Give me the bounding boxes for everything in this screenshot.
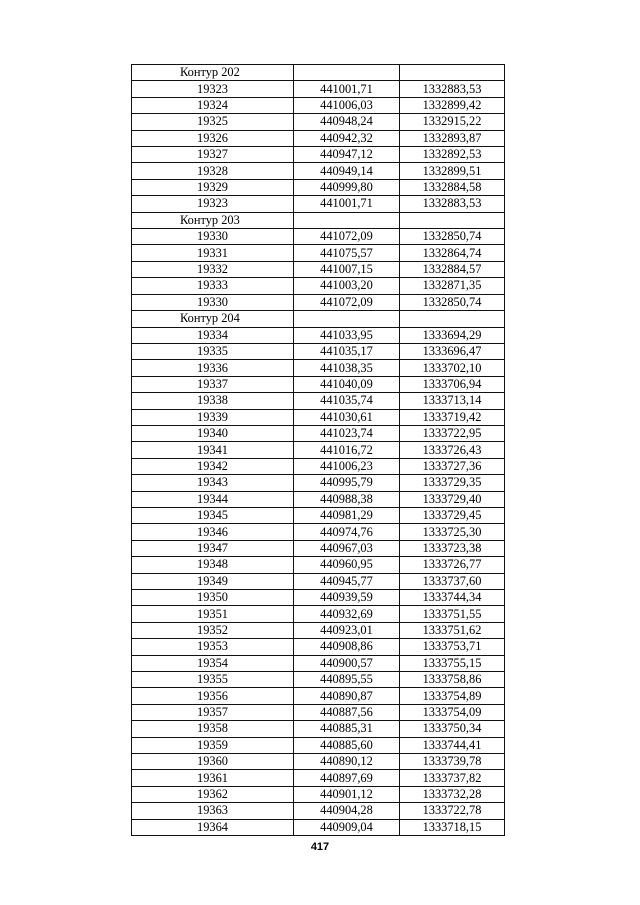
table-row	[132, 409, 505, 425]
y-coordinate-cell: 1333696,47	[400, 343, 505, 359]
table-row	[132, 114, 505, 130]
y-coordinate-cell: 1333754,09	[400, 704, 505, 720]
x-coordinate-cell: 440908,86	[294, 639, 400, 655]
y-coordinate-cell: 1332883,53	[400, 81, 505, 97]
table-row	[132, 458, 505, 474]
x-coordinate-cell	[294, 311, 400, 327]
table-row	[132, 196, 505, 212]
x-coordinate-cell: 441023,74	[294, 425, 400, 441]
x-coordinate-cell: 440995,79	[294, 475, 400, 491]
table-row	[132, 672, 505, 688]
x-coordinate-cell	[294, 65, 400, 81]
y-coordinate-cell: 1332893,87	[400, 130, 505, 146]
x-coordinate-cell: 440947,12	[294, 147, 400, 163]
x-coordinate-cell: 441075,57	[294, 245, 400, 261]
y-coordinate-cell	[400, 212, 505, 228]
point-number-cell: 19339	[132, 409, 294, 425]
table-row	[132, 130, 505, 146]
point-number-cell: 19346	[132, 524, 294, 540]
x-coordinate-cell: 440939,59	[294, 590, 400, 606]
x-coordinate-cell	[294, 212, 400, 228]
table-row	[132, 622, 505, 638]
point-number-cell: 19354	[132, 655, 294, 671]
y-coordinate-cell: 1333718,15	[400, 819, 505, 835]
y-coordinate-cell: 1332864,74	[400, 245, 505, 261]
table-row	[132, 803, 505, 819]
y-coordinate-cell: 1333702,10	[400, 360, 505, 376]
point-number-cell: 19329	[132, 179, 294, 195]
point-number-cell: 19332	[132, 261, 294, 277]
y-coordinate-cell: 1333713,14	[400, 393, 505, 409]
table-row	[132, 590, 505, 606]
contour-label: Контур 202	[132, 65, 294, 81]
y-coordinate-cell: 1332892,53	[400, 147, 505, 163]
y-coordinate-cell: 1333694,29	[400, 327, 505, 343]
y-coordinate-cell: 1333737,60	[400, 573, 505, 589]
point-number-cell: 19355	[132, 672, 294, 688]
point-number-cell: 19344	[132, 491, 294, 507]
x-coordinate-cell: 441001,71	[294, 81, 400, 97]
table-row	[132, 819, 505, 835]
table-row	[132, 721, 505, 737]
x-coordinate-cell: 441001,71	[294, 196, 400, 212]
y-coordinate-cell: 1332850,74	[400, 229, 505, 245]
y-coordinate-cell: 1332915,22	[400, 114, 505, 130]
table-row	[132, 97, 505, 113]
point-number-cell: 19343	[132, 475, 294, 491]
table-row	[132, 770, 505, 786]
coordinates-table-body	[132, 65, 505, 836]
y-coordinate-cell: 1333722,78	[400, 803, 505, 819]
table-row	[132, 524, 505, 540]
x-coordinate-cell: 440948,24	[294, 114, 400, 130]
point-number-cell: 19349	[132, 573, 294, 589]
x-coordinate-cell: 441035,17	[294, 343, 400, 359]
x-coordinate-cell: 440890,12	[294, 754, 400, 770]
y-coordinate-cell: 1333723,38	[400, 540, 505, 556]
point-number-cell: 19326	[132, 130, 294, 146]
x-coordinate-cell: 441072,09	[294, 294, 400, 310]
x-coordinate-cell: 441006,03	[294, 97, 400, 113]
y-coordinate-cell: 1333732,28	[400, 786, 505, 802]
point-number-cell: 19359	[132, 737, 294, 753]
contour-header-row	[132, 65, 505, 81]
point-number-cell: 19353	[132, 639, 294, 655]
point-number-cell: 19330	[132, 294, 294, 310]
table-row	[132, 147, 505, 163]
x-coordinate-cell: 440960,95	[294, 557, 400, 573]
table-row	[132, 754, 505, 770]
table-row	[132, 557, 505, 573]
y-coordinate-cell: 1332871,35	[400, 278, 505, 294]
point-number-cell: 19336	[132, 360, 294, 376]
point-number-cell: 19341	[132, 442, 294, 458]
y-coordinate-cell	[400, 311, 505, 327]
y-coordinate-cell: 1333729,45	[400, 507, 505, 523]
table-row	[132, 704, 505, 720]
y-coordinate-cell: 1333729,40	[400, 491, 505, 507]
x-coordinate-cell: 440885,60	[294, 737, 400, 753]
x-coordinate-cell: 440901,12	[294, 786, 400, 802]
y-coordinate-cell: 1333754,89	[400, 688, 505, 704]
x-coordinate-cell: 441035,74	[294, 393, 400, 409]
x-coordinate-cell: 441072,09	[294, 229, 400, 245]
y-coordinate-cell: 1333726,43	[400, 442, 505, 458]
point-number-cell: 19348	[132, 557, 294, 573]
coordinates-table	[131, 64, 505, 836]
x-coordinate-cell: 441016,72	[294, 442, 400, 458]
table-row	[132, 442, 505, 458]
point-number-cell: 19356	[132, 688, 294, 704]
point-number-cell: 19338	[132, 393, 294, 409]
x-coordinate-cell: 440895,55	[294, 672, 400, 688]
point-number-cell: 19362	[132, 786, 294, 802]
point-number-cell: 19333	[132, 278, 294, 294]
x-coordinate-cell: 440942,32	[294, 130, 400, 146]
point-number-cell: 19360	[132, 754, 294, 770]
y-coordinate-cell: 1333727,36	[400, 458, 505, 474]
y-coordinate-cell: 1333744,41	[400, 737, 505, 753]
x-coordinate-cell: 440904,28	[294, 803, 400, 819]
page-number: 417	[310, 841, 330, 853]
x-coordinate-cell: 440887,56	[294, 704, 400, 720]
y-coordinate-cell: 1333719,42	[400, 409, 505, 425]
y-coordinate-cell: 1333726,77	[400, 557, 505, 573]
x-coordinate-cell: 440890,87	[294, 688, 400, 704]
x-coordinate-cell: 440932,69	[294, 606, 400, 622]
x-coordinate-cell: 440900,57	[294, 655, 400, 671]
table-row	[132, 393, 505, 409]
point-number-cell: 19361	[132, 770, 294, 786]
table-row	[132, 491, 505, 507]
table-row	[132, 786, 505, 802]
y-coordinate-cell: 1332884,58	[400, 179, 505, 195]
table-row	[132, 229, 505, 245]
y-coordinate-cell: 1333737,82	[400, 770, 505, 786]
y-coordinate-cell: 1333706,94	[400, 376, 505, 392]
y-coordinate-cell: 1333729,35	[400, 475, 505, 491]
x-coordinate-cell: 441007,15	[294, 261, 400, 277]
point-number-cell: 19337	[132, 376, 294, 392]
y-coordinate-cell: 1333750,34	[400, 721, 505, 737]
y-coordinate-cell	[400, 65, 505, 81]
y-coordinate-cell: 1333751,62	[400, 622, 505, 638]
contour-label: Контур 204	[132, 311, 294, 327]
x-coordinate-cell: 440949,14	[294, 163, 400, 179]
y-coordinate-cell: 1332883,53	[400, 196, 505, 212]
point-number-cell: 19364	[132, 819, 294, 835]
table-row	[132, 343, 505, 359]
y-coordinate-cell: 1333753,71	[400, 639, 505, 655]
point-number-cell: 19340	[132, 425, 294, 441]
table-row	[132, 573, 505, 589]
table-row	[132, 376, 505, 392]
x-coordinate-cell: 441006,23	[294, 458, 400, 474]
point-number-cell: 19324	[132, 97, 294, 113]
table-row	[132, 360, 505, 376]
table-row	[132, 245, 505, 261]
table-row	[132, 327, 505, 343]
point-number-cell: 19331	[132, 245, 294, 261]
point-number-cell: 19330	[132, 229, 294, 245]
table-row	[132, 179, 505, 195]
y-coordinate-cell: 1332899,42	[400, 97, 505, 113]
point-number-cell: 19323	[132, 81, 294, 97]
point-number-cell: 19334	[132, 327, 294, 343]
table-row	[132, 688, 505, 704]
table-row	[132, 81, 505, 97]
table-row	[132, 278, 505, 294]
y-coordinate-cell: 1333755,15	[400, 655, 505, 671]
point-number-cell: 19351	[132, 606, 294, 622]
table-row	[132, 507, 505, 523]
table-row	[132, 737, 505, 753]
point-number-cell: 19363	[132, 803, 294, 819]
x-coordinate-cell: 440981,29	[294, 507, 400, 523]
point-number-cell: 19345	[132, 507, 294, 523]
point-number-cell: 19325	[132, 114, 294, 130]
table-row	[132, 261, 505, 277]
x-coordinate-cell: 440999,80	[294, 179, 400, 195]
x-coordinate-cell: 441040,09	[294, 376, 400, 392]
point-number-cell: 19352	[132, 622, 294, 638]
point-number-cell: 19358	[132, 721, 294, 737]
x-coordinate-cell: 440897,69	[294, 770, 400, 786]
x-coordinate-cell: 440885,31	[294, 721, 400, 737]
point-number-cell: 19323	[132, 196, 294, 212]
contour-label: Контур 203	[132, 212, 294, 228]
table-row	[132, 294, 505, 310]
contour-header-row	[132, 311, 505, 327]
y-coordinate-cell: 1333739,78	[400, 754, 505, 770]
point-number-cell: 19342	[132, 458, 294, 474]
x-coordinate-cell: 440945,77	[294, 573, 400, 589]
table-row	[132, 425, 505, 441]
y-coordinate-cell: 1333725,30	[400, 524, 505, 540]
x-coordinate-cell: 441038,35	[294, 360, 400, 376]
y-coordinate-cell: 1333751,55	[400, 606, 505, 622]
table-row	[132, 639, 505, 655]
point-number-cell: 19335	[132, 343, 294, 359]
y-coordinate-cell: 1332884,57	[400, 261, 505, 277]
x-coordinate-cell: 441033,95	[294, 327, 400, 343]
table-row	[132, 163, 505, 179]
x-coordinate-cell: 440967,03	[294, 540, 400, 556]
x-coordinate-cell: 440909,04	[294, 819, 400, 835]
table-row	[132, 606, 505, 622]
y-coordinate-cell: 1332850,74	[400, 294, 505, 310]
point-number-cell: 19327	[132, 147, 294, 163]
contour-header-row	[132, 212, 505, 228]
point-number-cell: 19350	[132, 590, 294, 606]
point-number-cell: 19328	[132, 163, 294, 179]
x-coordinate-cell: 441030,61	[294, 409, 400, 425]
table-row	[132, 655, 505, 671]
point-number-cell: 19357	[132, 704, 294, 720]
point-number-cell: 19347	[132, 540, 294, 556]
x-coordinate-cell: 440923,01	[294, 622, 400, 638]
x-coordinate-cell: 440988,38	[294, 491, 400, 507]
table-row	[132, 475, 505, 491]
y-coordinate-cell: 1333744,34	[400, 590, 505, 606]
table-row	[132, 540, 505, 556]
x-coordinate-cell: 440974,76	[294, 524, 400, 540]
x-coordinate-cell: 441003,20	[294, 278, 400, 294]
y-coordinate-cell: 1333722,95	[400, 425, 505, 441]
y-coordinate-cell: 1333758,86	[400, 672, 505, 688]
y-coordinate-cell: 1332899,51	[400, 163, 505, 179]
